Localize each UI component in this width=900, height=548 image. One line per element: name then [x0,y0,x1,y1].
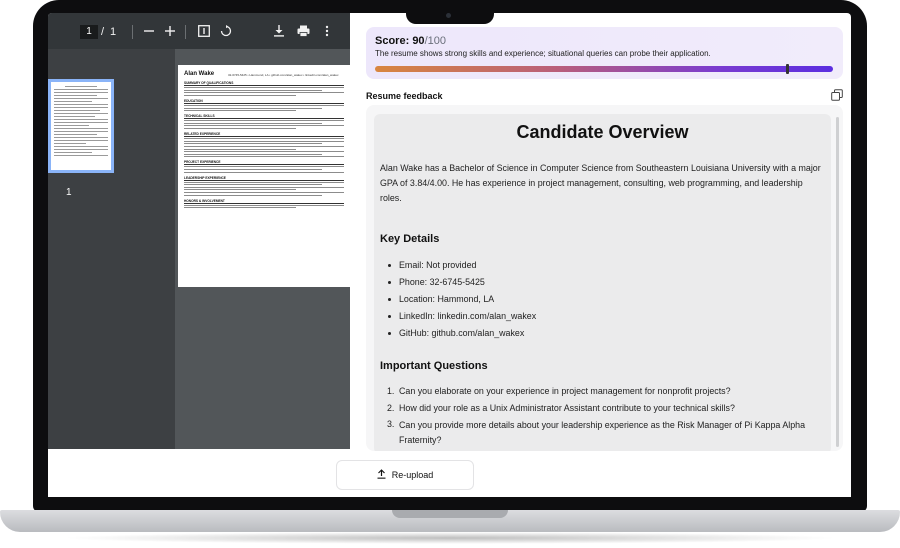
resume-feedback-label: Resume feedback [366,91,443,101]
score-card [366,27,843,79]
rotate-icon[interactable] [217,22,235,40]
resume-name: Alan Wake [184,71,215,77]
minus-icon[interactable] [140,22,158,40]
list-item: Location: Hammond, LA [380,291,825,308]
page-separator: / [101,26,105,38]
feedback-panel[interactable] [366,105,843,451]
list-item: LinkedIn: linkedin.com/alan_wakex [380,308,825,325]
upload-icon [377,469,386,481]
resume-section-heading: TECHNICAL SKILLS [184,114,215,119]
thumbnail-page-number: 1 [66,187,72,198]
more-vert-icon[interactable] [318,22,336,40]
key-details-heading: Key Details [380,233,440,245]
pdf-toolbar [48,13,350,49]
app-screen [48,13,851,497]
laptop-shadow [60,532,840,544]
plus-icon[interactable] [161,22,179,40]
page-total: 1 [110,26,117,38]
pdf-page [178,65,350,287]
laptop-base-notch [392,510,508,518]
resume-section-heading: RELATED EXPERIENCE [184,132,221,137]
resume-section-heading: HONORS & INVOLVEMENT [184,198,225,203]
resume-contact: 32-6745-5425 • Hammond, LA • github.com/alan_wakex • linkedin.com/alan_wakex [228,73,339,77]
list-item: 2. How did your role as a Unix Administrator Assistant contribute to your technical skills? [387,403,735,413]
list-item: 3. Can you provide more details about your leadership experience as the Risk Manager of Pi Kappa Alpha Fraternity? [387,419,806,445]
toolbar-divider [185,25,186,39]
important-questions-heading: Important Questions [380,360,488,372]
camera-icon [446,13,451,18]
score-summary: The resume shows strong skills and experience; situational queries can probe their application. [375,49,711,58]
reupload-button[interactable] [336,460,474,490]
feedback-content [374,114,831,451]
list-item: 1. Can you elaborate on your experience in project management for nonprofit projects? [387,386,731,396]
score-title [375,35,446,47]
resume-section-heading: SUMMARY OF QUALIFICATIONS [184,81,234,85]
fit-page-icon[interactable] [195,22,213,40]
resume-section-heading: EDUCATION [184,98,203,103]
key-details-list [380,257,825,342]
score-max: /100 [424,35,446,47]
copy-icon[interactable] [831,88,845,102]
print-icon[interactable] [294,22,312,40]
score-value: 90 [412,35,425,47]
feedback-title: Candidate Overview [516,122,689,142]
thumbnail-sidebar [48,49,175,449]
score-marker [786,64,789,74]
important-questions-list [380,383,825,448]
list-item: GitHub: github.com/alan_wakex [380,325,825,342]
page-thumbnail[interactable] [48,79,114,173]
reupload-label: Re-upload [391,470,434,480]
download-icon[interactable] [270,22,288,40]
toolbar-divider [132,25,133,39]
feedback-scrollbar[interactable] [836,117,839,447]
resume-section-heading: LEADERSHIP EXPERIENCE [184,175,226,180]
list-item: Phone: 32-6745-5425 [380,274,825,291]
page-number-input[interactable]: 1 [80,25,98,39]
resume-section-heading: PROJECT EXPERIENCE [184,160,221,165]
pdf-viewer [48,13,350,449]
candidate-overview-text: Alan Wake has a Bachelor of Science in Computer Science from Southeastern Louisiana University with a major GPA of 3.84/4.00. He has experience in project management, consulting, web programming, and leadership roles. [380,163,821,203]
list-item: Email: Not provided [380,257,825,274]
score-bar [375,66,833,72]
score-label: Score: [375,35,410,47]
